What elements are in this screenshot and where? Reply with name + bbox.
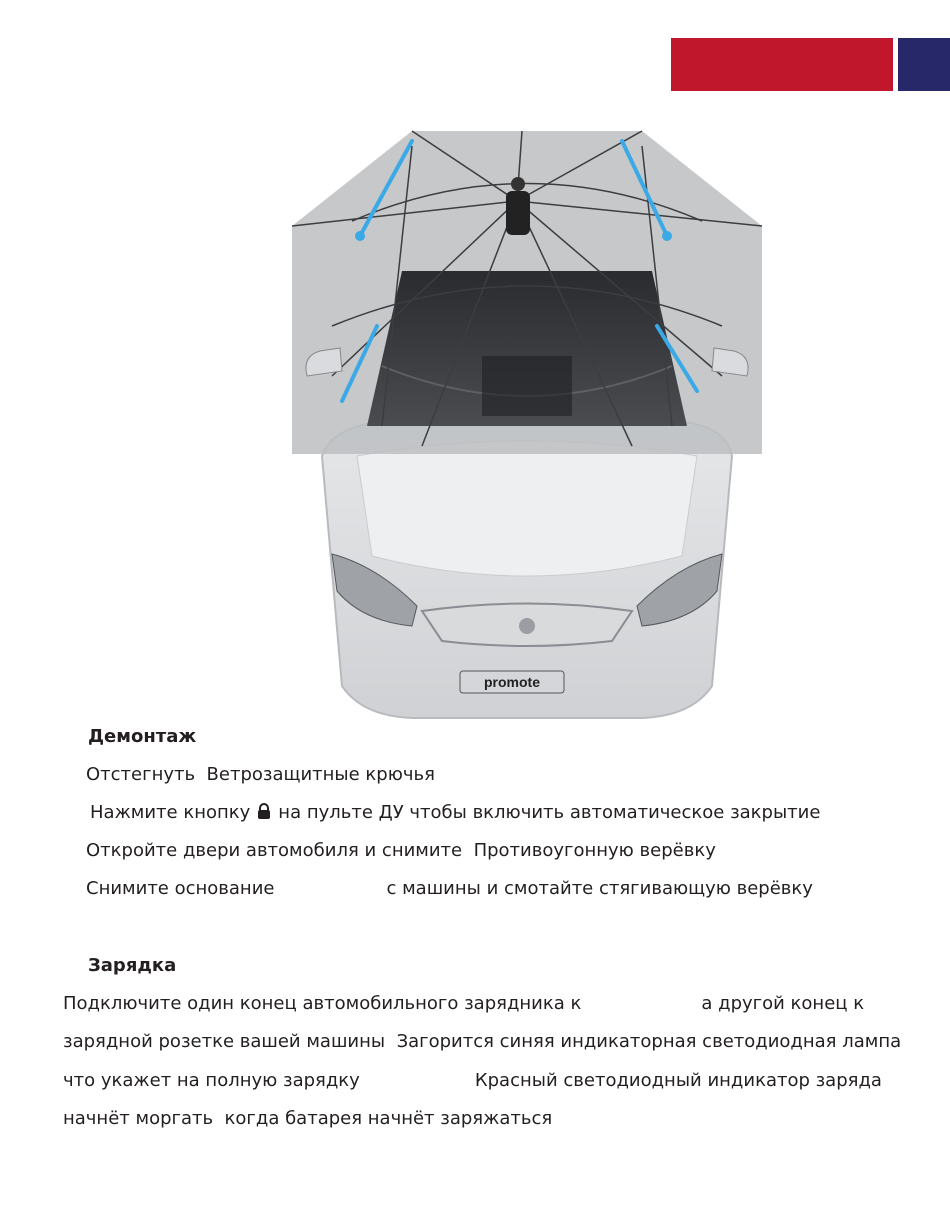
removal-step-2-c: чтобы включить автоматическое закрытие — [409, 802, 821, 823]
removal-step-2 — [90, 802, 820, 824]
umbrella-motor — [506, 191, 530, 235]
removal-step-2-a: Нажмите кнопку — [90, 802, 251, 823]
charging-line-4 — [63, 1108, 552, 1130]
charging-line-4-a: начнёт моргать — [63, 1108, 214, 1129]
section-heading-removal: Демонтаж — [88, 726, 197, 747]
charging-line-3-b: Красный светодиодный индикатор заряда — [474, 1070, 882, 1091]
header-accent-navy-bar — [898, 38, 950, 91]
removal-step-3-b: Противоугонную верёвку — [473, 840, 716, 861]
charging-line-1-b: а другой конец к — [701, 993, 865, 1014]
removal-step-1-a: Отстегнуть — [86, 764, 196, 785]
header-accent-red-bar — [671, 38, 893, 91]
charging-line-3-a: что укажет на полную зарядку — [63, 1070, 360, 1091]
charging-line-4-b: когда батарея начнёт заряжаться — [224, 1108, 553, 1129]
plate-text: promote — [484, 674, 540, 690]
removal-step-4-a: Снимите основание — [86, 878, 275, 899]
car-hood — [357, 441, 697, 576]
charging-line-2-b: Загорится синяя индикаторная светодиодная лампа — [396, 1031, 902, 1052]
removal-step-3 — [86, 840, 716, 862]
charging-line-3 — [63, 1070, 882, 1092]
section-heading-charging: Зарядка — [88, 955, 177, 976]
removal-step-4-b: с машины и смотайте стягивающую верёвку — [386, 878, 813, 899]
lock-icon — [250, 802, 278, 820]
removal-step-1 — [86, 764, 435, 786]
removal-step-3-a: Откройте двери автомобиля и снимите — [86, 840, 463, 861]
charging-line-1 — [63, 993, 864, 1015]
removal-step-1-b: Ветрозащитные крючья — [206, 764, 435, 785]
charging-line-2-a: зарядной розетке вашей машины — [63, 1031, 386, 1052]
removal-step-2-b: на пульте ДУ — [278, 802, 404, 823]
charging-line-2 — [63, 1031, 901, 1053]
car-sunshade-illustration — [292, 126, 762, 721]
removal-step-4 — [86, 878, 813, 900]
charging-line-1-a: Подключите один конец автомобильного зарядника к — [63, 993, 582, 1014]
